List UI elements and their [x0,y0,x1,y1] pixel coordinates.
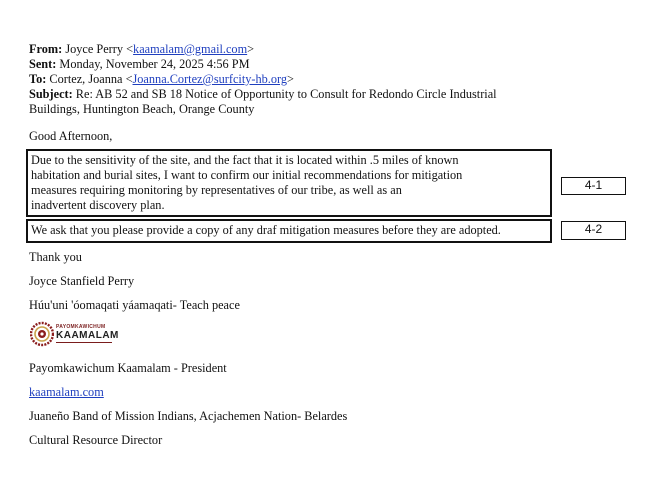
kaamalam-logo [30,320,120,348]
to-name: Cortez, Joanna [49,72,123,86]
role-text: Cultural Resource Director [29,433,163,447]
comment-line: Due to the sensitivity of the site, and the fact that it is located within .5 miles of known [31,153,459,167]
logo-small-text: PAYOMKAWICHUM [56,324,106,330]
to-open: < [125,72,133,86]
from-label: From: [29,42,63,56]
band-text: Juaneño Band of Mission Indians, Acjachemen Nation- Belardes [29,409,348,423]
comment-code-4-1: 4-1 [561,177,626,195]
from-open: < [126,42,134,56]
greeting: Good Afternoon, [29,129,113,143]
sent-value: Monday, November 24, 2025 4:56 PM [59,57,250,71]
email-header [29,42,589,117]
from-email-link[interactable]: kaamalam@gmail.com [133,42,248,56]
motto-text: Húu'uni 'óomaqati yáamaqati- Teach peace [29,298,240,312]
comment-line: measures requiring monitoring by representatives of our tribe, as well as an [31,183,402,197]
sent-label: Sent: [29,57,57,71]
to-close: > [287,72,294,86]
subject-line [29,87,589,117]
sent-line [29,57,589,72]
website-link-line [29,385,104,400]
logo-emblem-icon [30,320,54,348]
from-close: > [247,42,255,56]
logo-big-text: KAAMALAM [56,330,119,341]
comment-line: habitation and burial sites, I want to confirm our initial recommendations for mitigation [31,168,463,182]
comment-code-4-2: 4-2 [561,221,626,240]
subject-text-2: Buildings, Huntington Beach, Orange County [29,102,255,116]
to-email-link[interactable]: Joanna.Cortez@surfcity-hb.org [132,72,288,86]
thanks-text: Thank you [29,250,82,264]
from-line [29,42,589,57]
signature-title: Payomkawichum Kaamalam - President [29,361,227,375]
from-name: Joyce Perry [65,42,124,56]
comment-box-4-2 [26,219,552,243]
website-link[interactable]: kaamalam.com [29,385,104,399]
to-label: To: [29,72,47,86]
signature-name: Joyce Stanfield Perry [29,274,135,288]
subject-text-1: Re: AB 52 and SB 18 Notice of Opportunity to Consult for Redondo Circle Industrial [75,87,497,101]
to-line [29,72,589,87]
subject-label: Subject: [29,87,73,101]
comment-box-4-1 [26,149,552,217]
comment-line: We ask that you please provide a copy of any draf mitigation measures before they are adopted. [31,223,501,237]
logo-divider [56,342,112,343]
comment-line: inadvertent discovery plan. [31,198,165,212]
